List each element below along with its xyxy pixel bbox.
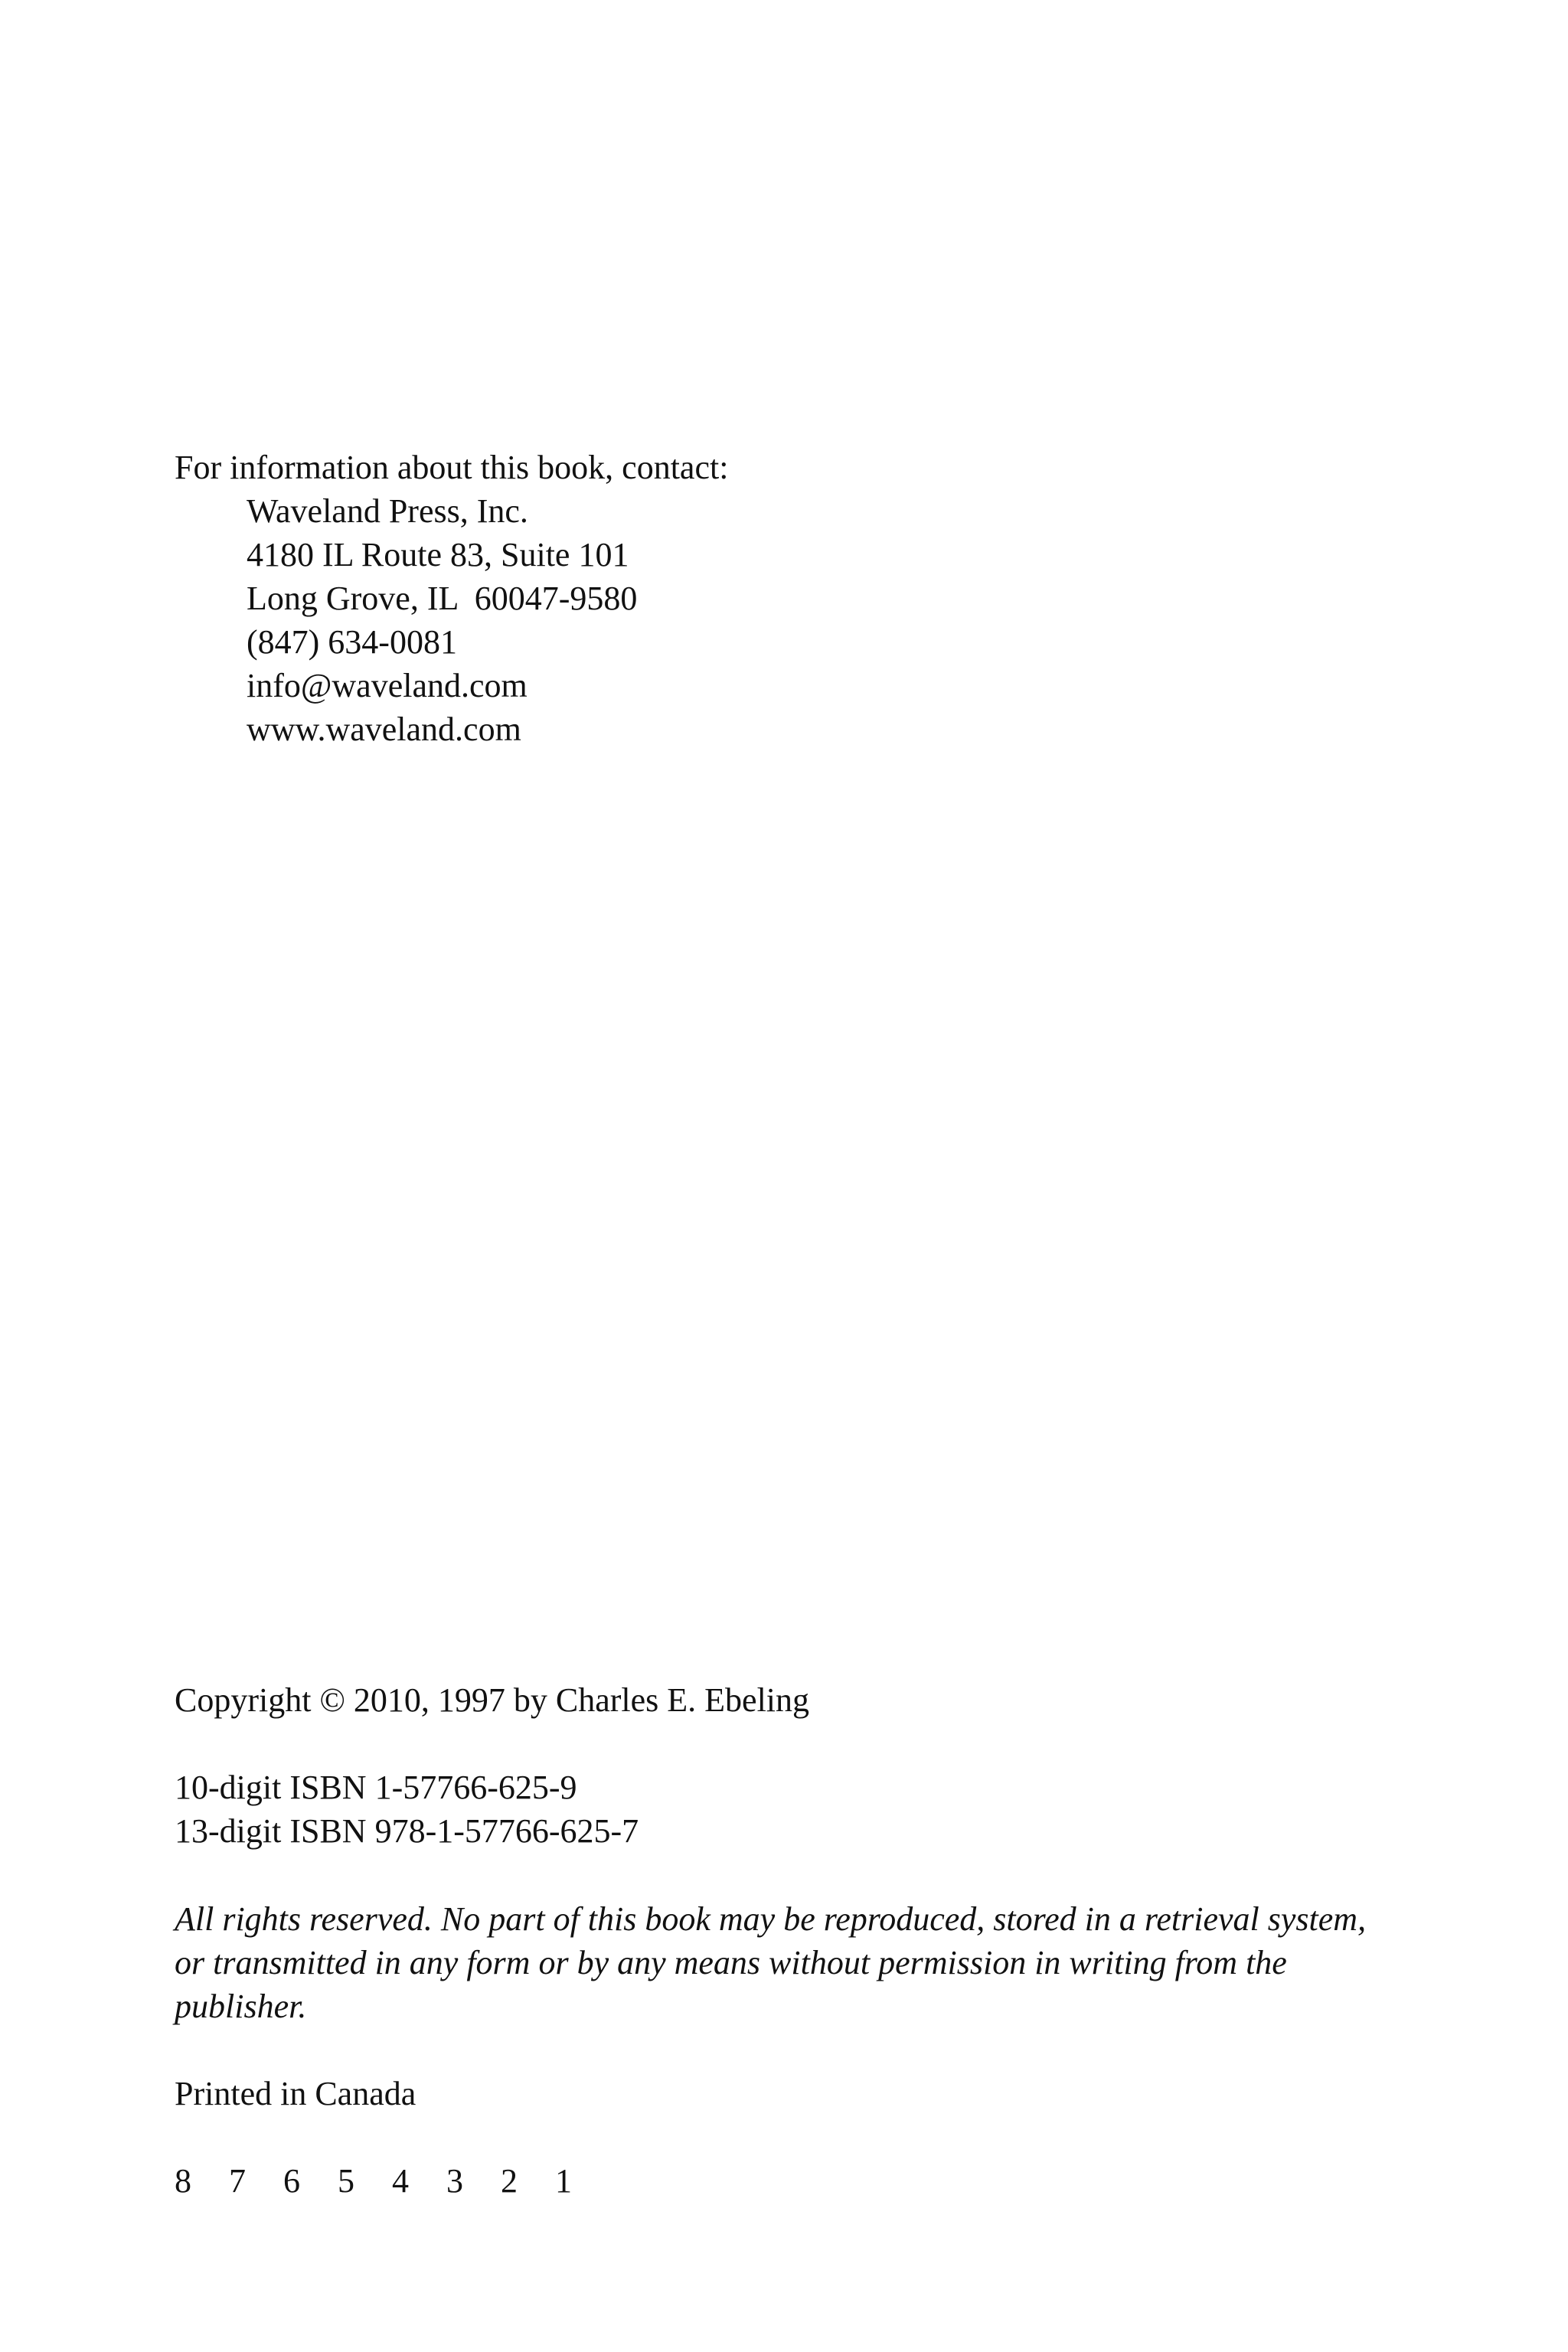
contact-heading: For information about this book, contact: bbox=[175, 449, 729, 486]
printing-number: 8 bbox=[175, 2162, 191, 2200]
printing-number: 4 bbox=[392, 2162, 409, 2200]
printing-number: 2 bbox=[501, 2162, 518, 2200]
printing-line bbox=[175, 2159, 609, 2203]
isbn-13: 13-digit ISBN 978-1-57766-625-7 bbox=[175, 1812, 639, 1850]
printing-number: 1 bbox=[555, 2162, 572, 2200]
isbn-block bbox=[175, 1766, 639, 1853]
city-state-zip: Long Grove, IL 60047-9580 bbox=[247, 580, 638, 617]
contact-block bbox=[175, 446, 728, 751]
street-address: 4180 IL Route 83, Suite 101 bbox=[247, 536, 629, 573]
rights-statement: All rights reserved. No part of this book may be reproduced, stored in a retrieval system, or transmitted in any form or by any means without permission in writing from the publisher. bbox=[175, 1900, 1367, 2025]
printed-in: Printed in Canada bbox=[175, 2075, 416, 2112]
copyright-notice: Copyright © 2010, 1997 by Charles E. Ebeling bbox=[175, 1681, 810, 1719]
printing-number: 6 bbox=[283, 2162, 300, 2200]
printing-number: 3 bbox=[446, 2162, 463, 2200]
website-address: www.waveland.com bbox=[247, 710, 521, 748]
printing-number: 5 bbox=[338, 2162, 354, 2200]
publisher-name: Waveland Press, Inc. bbox=[247, 492, 528, 530]
phone-number: (847) 634-0081 bbox=[247, 623, 457, 661]
isbn-10: 10-digit ISBN 1-57766-625-9 bbox=[175, 1769, 577, 1806]
email-address: info@waveland.com bbox=[247, 667, 528, 704]
printing-number: 7 bbox=[229, 2162, 246, 2200]
publisher-address bbox=[175, 489, 728, 751]
